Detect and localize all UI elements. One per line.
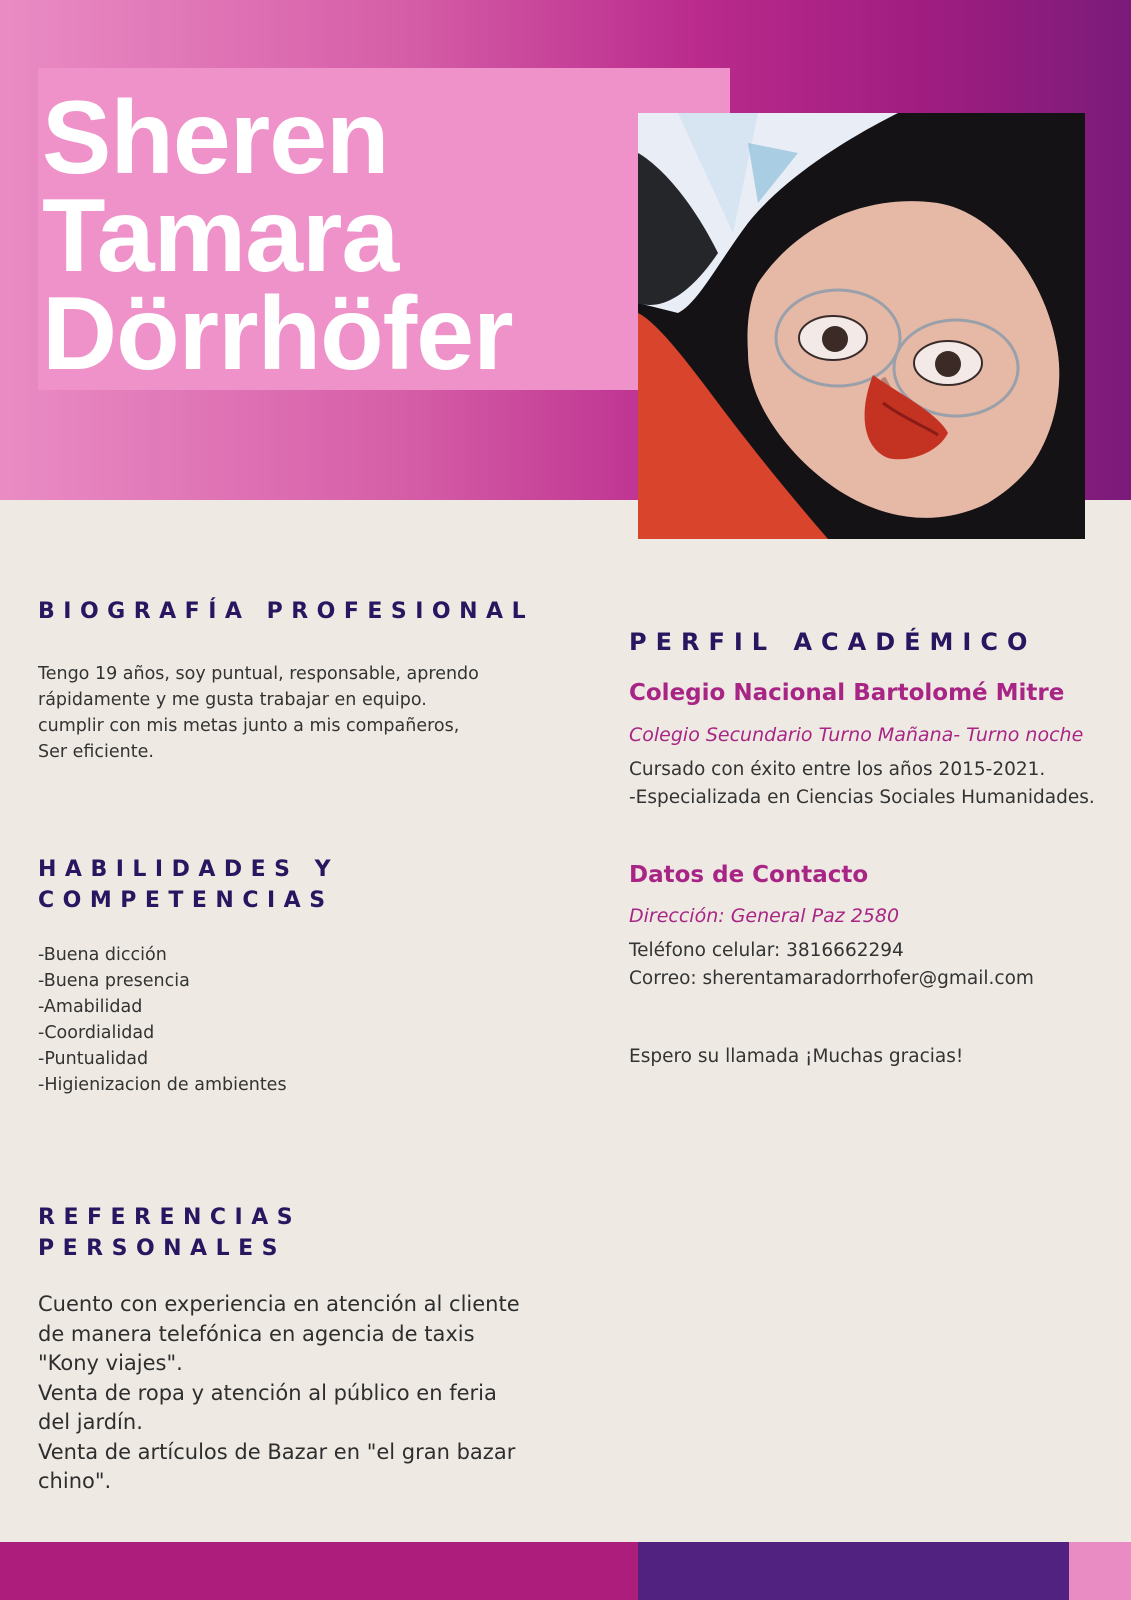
footer-bar-pink [1069, 1542, 1131, 1600]
contacto-address: Dirección: General Paz 2580 [629, 905, 900, 927]
name-middle: Tamara [42, 178, 399, 294]
closing-text: Espero su llamada ¡Muchas gracias! [629, 1046, 964, 1067]
list-item: -Amabilidad [38, 997, 143, 1017]
footer-bar-magenta [0, 1542, 638, 1600]
profile-photo [638, 113, 1085, 539]
perfil-school-detail: Colegio Secundario Turno Mañana- Turno noche [629, 724, 1084, 746]
referencias-text: Cuento con experiencia en atención al cliente de manera telefónica en agencia de taxis "Kony viajes". Venta de ropa y atención al público en feria del jardín. Venta de artículos de Bazar en "el gran bazar chino". [38, 1292, 520, 1493]
name-last: Dörrhöfer [42, 276, 513, 392]
contacto-title: Datos de Contacto [629, 862, 869, 888]
referencias-title: REFERENCIAS PERSONALES [38, 1205, 302, 1261]
name-first: Sheren [42, 80, 389, 196]
biografia-title: BIOGRAFÍA PROFESIONAL [38, 599, 535, 624]
footer-bar-purple [638, 1542, 1069, 1600]
habilidades-title: HABILIDADES Y COMPETENCIAS [38, 857, 340, 913]
list-item: -Puntualidad [38, 1049, 149, 1069]
habilidades-list [38, 942, 287, 1098]
biografia-text: Tengo 19 años, soy puntual, responsable, aprendo rápidamente y me gusta trabajar en equipo. cumplir con mis metas junto a mis compañeros, Ser eficiente. [38, 664, 479, 762]
profile-photo-illustration [638, 113, 1085, 539]
list-item: -Buena dicción [38, 945, 167, 965]
list-item: -Buena presencia [38, 971, 190, 991]
perfil-school: Colegio Nacional Bartolomé Mitre [629, 680, 1065, 706]
list-item: -Coordialidad [38, 1023, 155, 1043]
contacto-text: Teléfono celular: 3816662294 Correo: sherentamaradorrhofer@gmail.com [629, 940, 1034, 989]
list-item: -Higienizacion de ambientes [38, 1075, 287, 1095]
perfil-text: Cursado con éxito entre los años 2015-2021. -Especializada en Ciencias Sociales Humanidades. [629, 759, 1095, 808]
perfil-title: PERFIL ACADÉMICO [629, 628, 1037, 656]
